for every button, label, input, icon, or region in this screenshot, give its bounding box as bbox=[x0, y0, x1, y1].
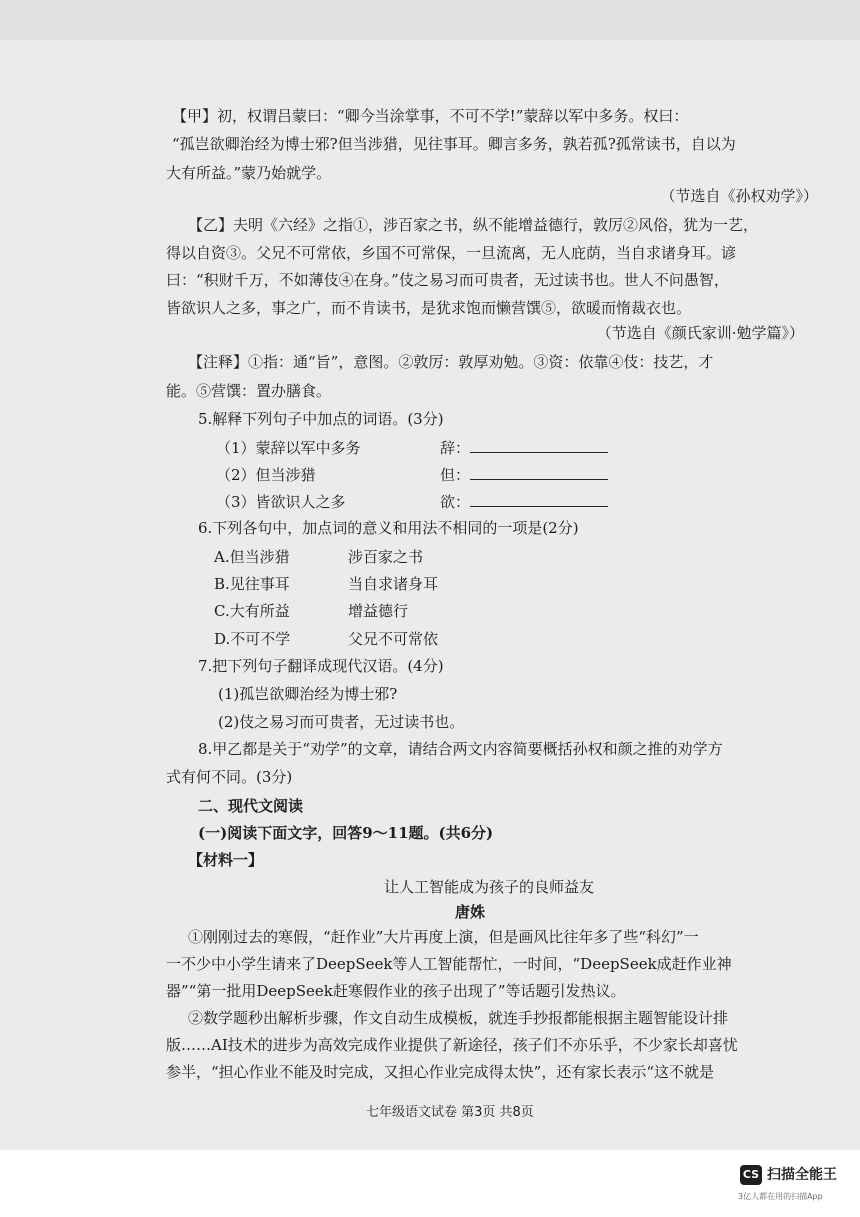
q6-option-b-right: 当自求诸身耳 bbox=[348, 575, 439, 593]
q6-option-c-left: C.大有所益 bbox=[214, 602, 290, 620]
q6-option-b-left: B.见往事耳 bbox=[214, 575, 290, 593]
q5-item-3-answer[interactable] bbox=[440, 492, 608, 512]
q5-item-3: （3）皆欲识人之多 bbox=[216, 493, 346, 511]
q7-sentence-1: (1)孤岂欲卿治经为博士邪? bbox=[218, 685, 398, 703]
q5-item-2-answer[interactable] bbox=[440, 465, 608, 485]
notes-line-2: 能。⑤营馔：置办膳食。 bbox=[166, 382, 332, 400]
article-p1-line-2: 一不少中小学生请来了DeepSeek等人工智能帮忙，一时间，“DeepSeek成赶作业神 bbox=[166, 955, 732, 973]
camscanner-name: 扫描全能王 bbox=[767, 1167, 837, 1183]
camscanner-tagline: 3亿人都在用的扫描App bbox=[738, 1192, 823, 1201]
passage-b-line-1: 【乙】夫明《六经》之指①，涉百家之书，纵不能增益德行，敦厉②风俗，犹为一艺， bbox=[188, 216, 759, 234]
q5-item-1-answer[interactable] bbox=[440, 438, 608, 458]
q8-line-2: 式有何不同。(3分) bbox=[166, 768, 293, 786]
passage-b-line-4: 皆欲识人之多，事之广，而不肯读书，是犹求饱而懒营馔⑤，欲暖而惰裁衣也。 bbox=[166, 299, 692, 317]
passage-b-line-2: 得以自资③。父兄不可常依，乡国不可常保，一旦流离，无人庇荫，当自求诸身耳。谚 bbox=[166, 244, 737, 262]
answer-blank[interactable] bbox=[470, 465, 608, 480]
page-top-shadow bbox=[0, 0, 860, 40]
q5-item-1-word: 辞： bbox=[440, 439, 471, 457]
passage-a-line-3: 大有所益。”蒙乃始就学。 bbox=[166, 164, 332, 182]
notes-line-1: 【注释】①指：通“旨”，意图。②敦厉：敦厚劝勉。③资：依靠④伎：技艺，才 bbox=[188, 353, 714, 371]
q5-item-3-word: 欲： bbox=[440, 493, 471, 511]
q6-option-d-left: D.不可不学 bbox=[214, 630, 291, 648]
article-author: 唐姝 bbox=[455, 903, 486, 921]
answer-blank[interactable] bbox=[470, 438, 608, 453]
article-p1-line-3: 器”“第一批用DeepSeek赶寒假作业的孩子出现了”等话题引发热议。 bbox=[166, 982, 626, 1000]
article-p2-line-2: 版……AI技术的进步为高效完成作业提供了新途径，孩子们不亦乐乎，不少家长却喜忧 bbox=[166, 1036, 738, 1054]
passage-a-line-1: 【甲】初，权谓吕蒙曰：“卿今当涂掌事，不可不学!”蒙辞以军中多务。权曰： bbox=[172, 107, 689, 125]
camscanner-logo-icon: CS bbox=[740, 1165, 762, 1185]
q6-option-d-right: 父兄不可常依 bbox=[348, 630, 439, 648]
article-p1-line-1: ①刚刚过去的寒假，“赶作业”大片再度上演，但是画风比往年多了些“科幻”一 bbox=[188, 928, 699, 946]
q5-stem: 5.解释下列句子中加点的词语。(3分) bbox=[198, 410, 444, 428]
q5-item-2-word: 但： bbox=[440, 466, 471, 484]
q5-item-2: （2）但当涉猎 bbox=[216, 466, 316, 484]
material-label: 【材料一】 bbox=[188, 851, 264, 869]
q6-stem: 6.下列各句中，加点词的意义和用法不相同的一项是(2分) bbox=[198, 519, 579, 537]
page-footer: 七年级语文试卷 第3页 共8页 bbox=[366, 1105, 534, 1120]
answer-blank[interactable] bbox=[470, 492, 608, 507]
q7-sentence-2: (2)伎之易习而可贵者，无过读书也。 bbox=[218, 713, 465, 731]
article-title: 让人工智能成为孩子的良师益友 bbox=[384, 878, 595, 896]
q6-option-a-left: A.但当涉猎 bbox=[214, 548, 290, 566]
passage-b-line-3: 曰：“积财千万，不如薄伎④在身。”伎之易习而可贵者，无过读书也。世人不问愚智， bbox=[166, 271, 729, 289]
passage-b-source: （节选自《颜氏家训·勉学篇》） bbox=[596, 324, 804, 342]
article-p2-line-3: 参半，“担心作业不能及时完成，又担心作业完成得太快”，还有家长表示“这不就是 bbox=[166, 1063, 715, 1081]
article-p2-line-1: ②数学题秒出解析步骤，作文自动生成模板，就连手抄报都能根据主题智能设计排 bbox=[188, 1009, 729, 1027]
section2-title: 二、现代文阅读 bbox=[198, 797, 304, 815]
watermark-strip bbox=[0, 1150, 860, 1217]
q6-option-a-right: 涉百家之书 bbox=[348, 548, 424, 566]
q8-line-1: 8.甲乙都是关于“劝学”的文章，请结合两文内容简要概括孙权和颜之推的劝学方 bbox=[198, 740, 723, 758]
q5-item-1: （1）蒙辞以军中多务 bbox=[216, 439, 361, 457]
passage-a-source: （节选自《孙权劝学》） bbox=[660, 187, 818, 205]
section2-subtitle: (一)阅读下面文字，回答9～11题。(共6分) bbox=[198, 824, 494, 842]
q6-option-c-right: 增益德行 bbox=[348, 602, 409, 620]
q7-stem: 7.把下列句子翻译成现代汉语。(4分) bbox=[198, 657, 444, 675]
passage-a-line-2: “孤岂欲卿治经为博士邪?但当涉猎，见往事耳。卿言多务，孰若孤?孤常读书，自以为 bbox=[172, 135, 736, 153]
